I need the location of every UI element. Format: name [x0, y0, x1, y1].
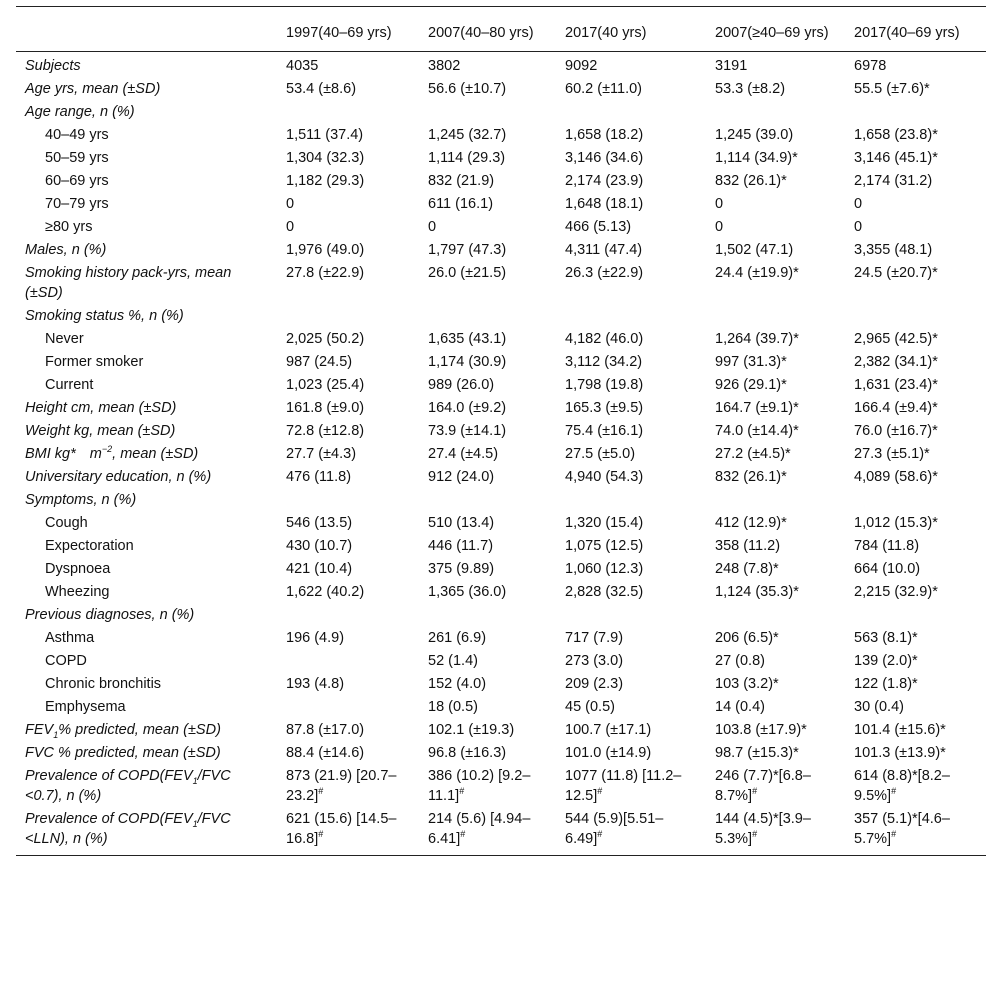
table-body	[16, 52, 986, 856]
row-label: Weight kg, mean (±SD)	[25, 423, 176, 439]
table-row	[16, 627, 986, 650]
table-row	[16, 170, 986, 193]
table-cell	[706, 489, 845, 512]
table-cell: 56.6 (±10.7)	[428, 81, 507, 97]
table-cell: 1,658 (23.8)*	[854, 127, 938, 143]
row-label: Emphysema	[45, 699, 126, 715]
table-cell: 14 (0.4)	[715, 699, 765, 715]
table-cell: 27.8 (±22.9)	[286, 265, 365, 281]
table-cell: 24.5 (±20.7)*	[854, 265, 938, 281]
table-cell	[706, 101, 845, 124]
row-label: Wheezing	[45, 584, 110, 600]
table-cell: 510 (13.4)	[428, 515, 495, 531]
table-cell: 412 (12.9)*	[715, 515, 787, 531]
table-cell: 375 (9.89)	[428, 561, 495, 577]
table-cell: 1,635 (43.1)	[428, 331, 507, 347]
table-cell: 1,075 (12.5)	[565, 538, 644, 554]
header-cell-label	[16, 7, 277, 52]
table-cell: 214 (5.6) [4.94–6.41]#	[419, 808, 556, 856]
table-cell: 88.4 (±14.6)	[286, 745, 365, 761]
table-cell: 209 (2.3)	[565, 676, 624, 692]
table-cell: 1,124 (35.3)*	[715, 584, 799, 600]
table-cell: 9092	[565, 58, 598, 74]
table-cell: 358 (11.2)	[715, 538, 781, 554]
table-cell: 4,182 (46.0)	[565, 331, 644, 347]
table-cell: 1,320 (15.4)	[565, 515, 644, 531]
table-cell: 26.3 (±22.9)	[565, 265, 644, 281]
table-cell: 621 (15.6) [14.5–16.8]#	[277, 808, 419, 856]
table-cell: 4,089 (58.6)*	[854, 469, 938, 485]
table-cell: 102.1 (±19.3)	[428, 722, 515, 738]
row-label: COPD	[45, 653, 87, 669]
table-cell: 103.8 (±17.9)*	[715, 722, 807, 738]
table-cell: 164.7 (±9.1)*	[715, 400, 799, 416]
table-cell: 926 (29.1)*	[715, 377, 787, 393]
header-cell-2017: 2017(40 yrs)	[556, 7, 706, 52]
row-label: Smoking history pack-yrs, mean (±SD)	[25, 265, 232, 301]
table-cell	[277, 696, 419, 719]
table-cell: 446 (11.7)	[428, 538, 494, 554]
table-cell: 53.4 (±8.6)	[286, 81, 357, 97]
table-cell: 544 (5.9)[5.51–6.49]#	[556, 808, 706, 856]
table-cell: 717 (7.9)	[565, 630, 624, 646]
table-cell: 987 (24.5)	[286, 354, 353, 370]
table-cell: 74.0 (±14.4)*	[715, 423, 799, 439]
table-cell	[706, 604, 845, 627]
table-cell	[845, 604, 986, 627]
table-cell: 0	[854, 196, 863, 212]
table-cell: 1,365 (36.0)	[428, 584, 507, 600]
table-row	[16, 581, 986, 604]
table-cell: 27.2 (±4.5)*	[715, 446, 791, 462]
table-cell	[419, 305, 556, 328]
row-label: Chronic bronchitis	[45, 676, 162, 692]
table-cell: 2,965 (42.5)*	[854, 331, 938, 347]
table-cell: 1,245 (32.7)	[428, 127, 507, 143]
table-cell: 2,025 (50.2)	[286, 331, 365, 347]
header-cell-2007: 2007(40–80 yrs)	[419, 7, 556, 52]
table-row	[16, 239, 986, 262]
table-cell: 27 (0.8)	[715, 653, 765, 669]
row-label: BMI kg* $m^{-2}$, mean (±SD)	[25, 444, 199, 462]
table-cell: 2,174 (31.2)	[854, 173, 933, 189]
table-cell: 1,245 (39.0)	[715, 127, 794, 143]
table-cell: 72.8 (±12.8)	[286, 423, 365, 439]
table-cell	[706, 305, 845, 328]
table-cell	[277, 489, 419, 512]
table-cell: 0	[715, 219, 724, 235]
table-cell	[277, 604, 419, 627]
table-cell: 60.2 (±11.0)	[565, 81, 643, 97]
table-row	[16, 604, 986, 627]
header-cell-2007-40-69: 2007(≥40–69 yrs)	[706, 7, 845, 52]
table-cell	[556, 489, 706, 512]
row-label: Height cm, mean (±SD)	[25, 400, 177, 416]
table-row	[16, 489, 986, 512]
table-cell: 6978	[854, 58, 887, 74]
table-cell	[419, 604, 556, 627]
table-cell: 614 (8.8)*[8.2–9.5%]#	[854, 768, 950, 804]
table-cell: 55.5 (±7.6)*	[854, 81, 930, 97]
table-row	[16, 147, 986, 170]
row-label: Universitary education, n (%)	[25, 469, 212, 485]
table-row	[16, 673, 986, 696]
table-cell: 1,264 (39.7)*	[715, 331, 799, 347]
table-cell: 101.0 (±14.9)	[565, 745, 652, 761]
table-cell: 73.9 (±14.1)	[428, 423, 507, 439]
table-row	[16, 193, 986, 216]
table-cell: 873 (21.9) [20.7–23.2]#	[286, 768, 397, 804]
table-cell: 246 (7.7)*[6.8–8.7%]#	[715, 768, 811, 804]
table-cell: 421 (10.4)	[286, 561, 353, 577]
table-cell: 997 (31.3)*	[715, 354, 787, 370]
table-cell: 30 (0.4)	[854, 699, 904, 715]
table-cell	[556, 604, 706, 627]
table-cell: 152 (4.0)	[428, 676, 487, 692]
table-cell: 2,174 (23.9)	[565, 173, 644, 189]
row-label: Age range, n (%)	[25, 104, 135, 120]
table-cell: 0	[286, 219, 295, 235]
table-cell: 261 (6.9)	[428, 630, 487, 646]
table-cell	[277, 305, 419, 328]
row-label: ≥80 yrs	[45, 219, 93, 235]
table-cell: 0	[428, 219, 437, 235]
table-cell: 24.4 (±19.9)*	[715, 265, 799, 281]
table-cell: 2,382 (34.1)*	[854, 354, 938, 370]
table-cell: 161.8 (±9.0)	[286, 400, 365, 416]
table-cell: 832 (26.1)*	[715, 469, 787, 485]
table-cell: 87.8 (±17.0)	[286, 722, 365, 738]
table-cell: 144 (4.5)*[3.9–5.3%]#	[706, 808, 845, 856]
table-cell: 248 (7.8)*	[715, 561, 779, 577]
table-cell: 3191	[715, 58, 748, 74]
table-cell: 1,023 (25.4)	[286, 377, 365, 393]
table-cell: 832 (26.1)*	[715, 173, 787, 189]
table-cell: 103 (3.2)*	[715, 676, 779, 692]
table-cell: 76.0 (±16.7)*	[854, 423, 938, 439]
table-cell: 3,146 (34.6)	[565, 150, 644, 166]
table-row	[16, 78, 986, 101]
row-label: FVC % predicted, mean (±SD)	[25, 745, 221, 761]
table-cell: 52 (1.4)	[428, 653, 478, 669]
table-cell: 206 (6.5)*	[715, 630, 779, 646]
table-cell: 27.7 (±4.3)	[286, 446, 357, 462]
row-label: Expectoration	[45, 538, 134, 554]
table-cell: 4035	[286, 58, 319, 74]
table-cell: 53.3 (±8.2)	[715, 81, 786, 97]
table-cell: 0	[286, 196, 295, 212]
table-row	[16, 101, 986, 124]
table-row	[16, 52, 986, 79]
table-cell	[277, 101, 419, 124]
table-container	[16, 6, 986, 856]
table-cell: 166.4 (±9.4)*	[854, 400, 938, 416]
table-cell: 1,648 (18.1)	[565, 196, 644, 212]
header-cell-1997: 1997(40–69 yrs)	[277, 7, 419, 52]
table-cell: 386 (10.2) [9.2–11.1]#	[428, 768, 531, 804]
table-cell: 1,976 (49.0)	[286, 242, 365, 258]
table-cell: 476 (11.8)	[286, 469, 352, 485]
table-cell: 75.4 (±16.1)	[565, 423, 644, 439]
table-cell: 1,060 (12.3)	[565, 561, 644, 577]
table-row	[16, 262, 986, 305]
row-label: Former smoker	[45, 354, 144, 370]
table-cell: 1,797 (47.3)	[428, 242, 507, 258]
table-cell: 273 (3.0)	[565, 653, 624, 669]
table-cell: 1,182 (29.3)	[286, 173, 365, 189]
row-label: 50–59 yrs	[45, 150, 109, 166]
row-label: Prevalence of $COPD(FEV_1$/FVC <LLN), n (%)	[16, 808, 277, 856]
table-cell: 98.7 (±15.3)*	[715, 745, 799, 761]
table-row	[16, 216, 986, 239]
table-cell: 193 (4.8)	[286, 676, 345, 692]
table-cell: 1,304 (32.3)	[286, 150, 365, 166]
table-row	[16, 512, 986, 535]
table-row	[16, 742, 986, 765]
table-row	[16, 765, 986, 808]
row-label: Age yrs, mean (±SD)	[25, 81, 161, 97]
table-row	[16, 466, 986, 489]
table-cell: 1,622 (40.2)	[286, 584, 365, 600]
table-row	[16, 535, 986, 558]
table-cell: 0	[715, 196, 724, 212]
table-cell: 0	[854, 219, 863, 235]
table-row	[16, 808, 986, 856]
row-label: 60–69 yrs	[45, 173, 109, 189]
table-cell: 1,658 (18.2)	[565, 127, 644, 143]
table-cell	[277, 650, 419, 673]
table-row	[16, 397, 986, 420]
row-label: Males, n (%)	[25, 242, 107, 258]
table-cell: 664 (10.0)	[854, 561, 921, 577]
table-cell: 4,311 (47.4)	[565, 242, 643, 258]
table-cell: 27.4 (±4.5)	[428, 446, 499, 462]
row-label: Never	[45, 331, 84, 347]
table-cell	[845, 489, 986, 512]
row-label: Symptoms, n (%)	[25, 492, 137, 508]
table-cell: 139 (2.0)*	[854, 653, 918, 669]
table-row	[16, 351, 986, 374]
row-label: Dyspnoea	[45, 561, 111, 577]
table-cell: 164.0 (±9.2)	[428, 400, 507, 416]
table-cell: 3,355 (48.1)	[854, 242, 933, 258]
table-cell: 27.3 (±5.1)*	[854, 446, 930, 462]
table-cell: 101.3 (±13.9)*	[854, 745, 946, 761]
row-label: Prevalence of $COPD(FEV_1$/FVC <0.7), n (%)	[25, 768, 231, 804]
table-cell: 430 (10.7)	[286, 538, 353, 554]
table-cell: 1,114 (34.9)*	[715, 150, 798, 166]
table-cell: 1077 (11.8) [11.2–12.5]#	[565, 768, 682, 804]
table-cell: 3,112 (34.2)	[565, 354, 643, 370]
row-label: Cough	[45, 515, 88, 531]
table-cell	[845, 305, 986, 328]
table-row	[16, 696, 986, 719]
table-row	[16, 305, 986, 328]
table-row	[16, 124, 986, 147]
table-cell: 4,940 (54.3)	[565, 469, 644, 485]
row-label: Previous diagnoses, n (%)	[25, 607, 195, 623]
table-cell	[419, 101, 556, 124]
table-row	[16, 558, 986, 581]
table-cell	[556, 101, 706, 124]
table-cell: 3,146 (45.1)*	[854, 150, 938, 166]
table-cell: 2,828 (32.5)	[565, 584, 644, 600]
table-cell: 989 (26.0)	[428, 377, 495, 393]
table-cell: 26.0 (±21.5)	[428, 265, 507, 281]
table-row	[16, 420, 986, 443]
data-table	[16, 6, 986, 856]
row-label: $FEV_1\%$ predicted, mean (±SD)	[25, 722, 221, 740]
table-cell: 1,631 (23.4)*	[854, 377, 938, 393]
header-cell-2017-40-69: 2017(40–69 yrs)	[845, 7, 986, 52]
header-row	[16, 7, 986, 52]
row-label: Subjects	[25, 58, 81, 74]
table-cell: 357 (5.1)*[4.6–5.7%]#	[845, 808, 986, 856]
table-row	[16, 328, 986, 351]
row-label: 40–49 yrs	[45, 127, 109, 143]
table-cell: 101.4 (±15.6)*	[854, 722, 946, 738]
table-cell: 1,798 (19.8)	[565, 377, 644, 393]
table-cell: 912 (24.0)	[428, 469, 495, 485]
table-cell: 1,502 (47.1)	[715, 242, 794, 258]
table-cell: 1,114 (29.3)	[428, 150, 506, 166]
table-cell: 1,174 (30.9)	[428, 354, 507, 370]
table-cell: 1,511 (37.4)	[286, 127, 364, 143]
row-label: Current	[45, 377, 94, 393]
table-cell: 27.5 (±5.0)	[565, 446, 636, 462]
table-row	[16, 719, 986, 742]
row-label: 70–79 yrs	[45, 196, 109, 212]
table-cell: 45 (0.5)	[565, 699, 615, 715]
table-cell	[419, 489, 556, 512]
table-cell: 122 (1.8)*	[854, 676, 918, 692]
table-cell: 832 (21.9)	[428, 173, 495, 189]
table-cell	[556, 305, 706, 328]
table-cell: 784 (11.8)	[854, 538, 920, 554]
table-row	[16, 443, 986, 466]
table-cell: 196 (4.9)	[286, 630, 345, 646]
row-label: Asthma	[45, 630, 95, 646]
table-cell: 611 (16.1)	[428, 196, 494, 212]
table-cell: 165.3 (±9.5)	[565, 400, 644, 416]
table-cell: 96.8 (±16.3)	[428, 745, 507, 761]
row-label: Smoking status %, n (%)	[25, 308, 184, 324]
table-cell: 2,215 (32.9)*	[854, 584, 938, 600]
table-header	[16, 7, 986, 52]
table-cell: 18 (0.5)	[428, 699, 478, 715]
table-cell: 466 (5.13)	[565, 219, 632, 235]
table-cell: 1,012 (15.3)*	[854, 515, 938, 531]
table-cell: 100.7 (±17.1)	[565, 722, 652, 738]
table-row	[16, 650, 986, 673]
table-row	[16, 374, 986, 397]
table-cell: 3802	[428, 58, 461, 74]
table-cell: 546 (13.5)	[286, 515, 353, 531]
table-cell: 563 (8.1)*	[854, 630, 918, 646]
table-cell	[845, 101, 986, 124]
